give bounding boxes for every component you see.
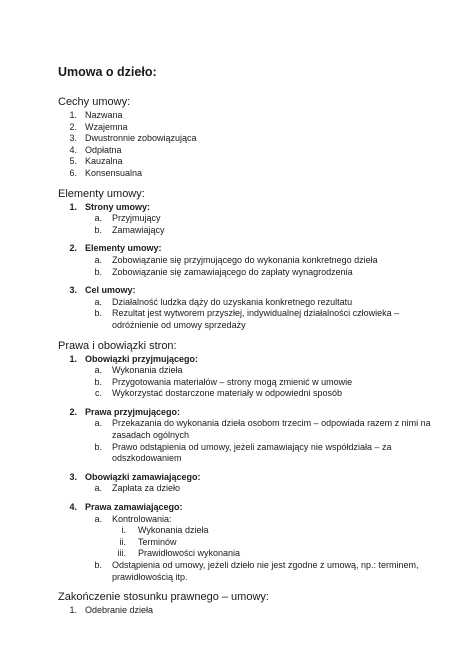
list-marker: b. [94, 376, 102, 387]
list-text: Odstąpienia od umowy, jeżeli dzieło nie jest zgodne z umową, np.: terminem, prawidłowością itp. [112, 560, 419, 582]
list-text: Obowiązki przyjmującego: [85, 353, 199, 364]
list-text: Przyjmujący [112, 213, 161, 224]
list-item [58, 122, 434, 134]
list-text: Konsensualna [85, 167, 143, 178]
list-text: Odebranie dzieła [85, 605, 154, 616]
list-item [58, 255, 434, 267]
list-text: Dwustronnie zobowiązująca [85, 133, 197, 144]
list-marker: 1. [69, 110, 77, 120]
list-marker: 3. [69, 471, 77, 482]
list-text: Działalność ludzka dąży do uzyskania konkretnego rezultatu [112, 296, 353, 307]
list-marker: b. [94, 266, 102, 277]
subsection-heading [58, 354, 434, 366]
list-item [58, 377, 434, 389]
section-heading: Cechy umowy: [58, 96, 131, 108]
list-text: Zobowiązanie się przyjmującego do wykonania konkretnego dzieła [112, 254, 378, 265]
list-item [58, 156, 434, 168]
list-marker: 2. [69, 243, 77, 254]
list-text: Terminów [138, 536, 177, 547]
list-item [58, 225, 434, 237]
list-text: Obowiązki zamawiającego: [85, 471, 201, 482]
subsection-heading [58, 502, 434, 514]
list-text: Kontrolowania: [112, 513, 172, 524]
list-text: Prawo odstąpienia od umowy, jeżeli zamawiający nie współdziała – za odszkodowaniem [112, 441, 392, 464]
list-item [58, 442, 434, 465]
list-text: Strony umowy: [85, 201, 151, 212]
list-marker: a. [94, 296, 102, 307]
subsection-heading [58, 202, 434, 214]
list-marker: a. [94, 483, 102, 494]
list-text: Elementy umowy: [85, 243, 162, 254]
list-text: Przygotowania materiałów – strony mogą zmienić w umowie [112, 376, 353, 387]
list-marker: 4. [69, 502, 77, 513]
list-text: Zamawiający [112, 224, 165, 235]
list-item [58, 133, 434, 145]
list-marker: 3. [69, 133, 77, 144]
list-marker: 2. [69, 121, 77, 132]
list-item [58, 168, 434, 180]
list-marker: 1. [69, 201, 77, 212]
list-item [58, 605, 434, 617]
list-text: Prawa zamawiającego: [85, 502, 183, 513]
list-item [58, 110, 434, 122]
list-marker: b. [94, 441, 102, 452]
list-text: Wzajemna [85, 121, 128, 132]
list-item [58, 388, 434, 400]
list-marker: ii. [119, 536, 126, 547]
list-item [58, 267, 434, 279]
list-text: Zapłata za dzieło [112, 483, 181, 494]
list-marker: b. [94, 308, 102, 319]
document-title: Umowa o dzieło: [58, 65, 157, 79]
subsection-heading [58, 407, 434, 419]
list-text: Zobowiązanie się zamawiającego do zapłaty wynagrodzenia [112, 266, 353, 277]
list-item [58, 418, 434, 441]
list-item [58, 297, 434, 309]
section-zakonczenie [58, 590, 434, 617]
subsection [58, 472, 434, 495]
list-text: Nazwana [85, 110, 123, 120]
subsection [58, 502, 434, 583]
list-item [58, 560, 434, 583]
list-marker: 1. [69, 605, 77, 616]
list-item [58, 514, 434, 526]
list-marker: 2. [69, 406, 77, 417]
subsection-heading [58, 243, 434, 255]
section-prawa [58, 339, 434, 584]
section-cechy [58, 95, 434, 180]
list-marker: iii. [117, 548, 126, 559]
list-item [58, 145, 434, 157]
list-item [58, 537, 434, 549]
list-marker: 6. [69, 167, 77, 178]
list-marker: a. [94, 213, 102, 224]
list-marker: a. [94, 418, 102, 429]
list-item [58, 548, 434, 560]
section-elementy [58, 187, 434, 332]
list-marker: b. [94, 560, 102, 570]
list-marker: 3. [69, 285, 77, 296]
list-marker: 4. [69, 144, 77, 155]
list-marker: c. [94, 388, 102, 399]
subsection-heading [58, 285, 434, 297]
subsection [58, 407, 434, 465]
list-item [58, 365, 434, 377]
subsection [58, 354, 434, 400]
list-marker: 1. [69, 353, 77, 364]
list-text: Cel umowy: [85, 285, 136, 296]
list-marker: i. [121, 525, 126, 536]
subsection-heading [58, 472, 434, 484]
subsection [58, 202, 434, 237]
list-item [58, 308, 434, 331]
list-text: Przekazania do wykonania dzieła osobom trzecim – odpowiada razem z nimi na zasadach ogólnych [112, 418, 431, 441]
list-text: Wykorzystać dostarczone materiały w odpowiedni sposób [112, 388, 343, 399]
list-text: Wykonania dzieła [138, 525, 209, 536]
subsection [58, 243, 434, 278]
list-marker: a. [94, 513, 102, 524]
list-item [58, 483, 434, 495]
list-text: Kauzalna [85, 156, 123, 167]
list-marker: a. [94, 254, 102, 265]
list-marker: b. [94, 224, 102, 235]
list-text: Prawa przyjmującego: [85, 406, 181, 417]
section-heading: Elementy umowy: [58, 187, 145, 200]
list-item [58, 213, 434, 225]
list-item [58, 525, 434, 537]
list-marker: 5. [69, 156, 77, 167]
section-heading: Prawa i obowiązki stron: [58, 339, 177, 352]
list-text: Prawidłowości wykonania [138, 548, 241, 559]
list-marker: a. [94, 365, 102, 376]
list-text: Rezultat jest wytworem przyszłej, indywidualnej działalności człowieka – odróżnienie od umowy sprzedaży [112, 308, 400, 330]
section-heading: Zakończenie stosunku prawnego – umowy: [58, 591, 269, 604]
list-text: Wykonania dzieła [112, 365, 183, 376]
subsection [58, 285, 434, 331]
list-text: Odpłatna [85, 144, 122, 155]
